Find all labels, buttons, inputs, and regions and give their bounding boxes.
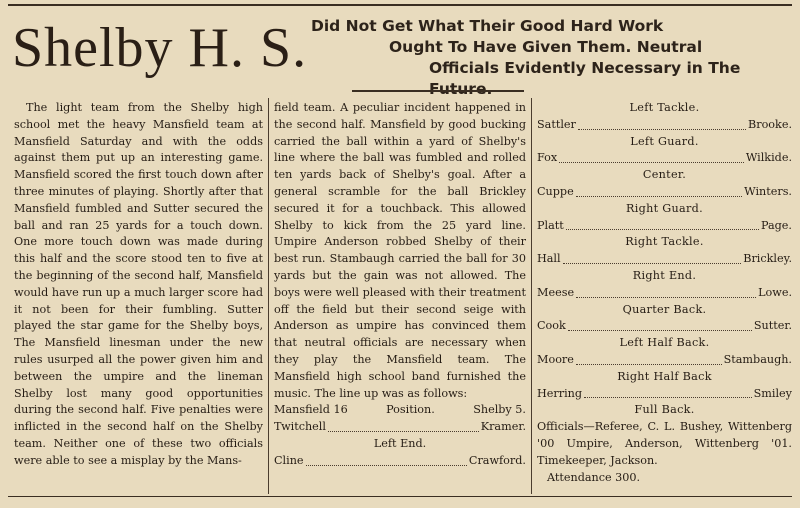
- lineup-position: Left End.: [373, 436, 427, 450]
- lineup-left-player: Platt: [537, 218, 564, 232]
- lineup-left-player: Hall: [537, 252, 561, 266]
- top-rule: [8, 4, 792, 6]
- lineup-position: Right Tackle.: [625, 235, 704, 249]
- subheadline-line-1: Did Not Get What Their Good Hard Work: [311, 17, 664, 35]
- column-divider-1: [268, 98, 269, 494]
- attendance-text: Attendance 300.: [547, 470, 641, 484]
- leader-dots: [578, 117, 746, 130]
- lineup-position: Right Guard.: [626, 201, 703, 215]
- leader-dots: [576, 352, 722, 365]
- headline: Shelby H. S.: [12, 17, 308, 79]
- lineup-header: [274, 402, 526, 419]
- lineup-left-player: Cuppe: [537, 184, 574, 198]
- lineup-right-player: Stambaugh.: [723, 352, 792, 366]
- subheadline: [305, 16, 792, 100]
- lineup-position: Right Half Back: [617, 369, 712, 383]
- column-divider-2: [531, 98, 532, 494]
- lineup-right-player: Winters.: [744, 184, 792, 198]
- lineup-right-player: Sutter.: [753, 319, 792, 333]
- lineup-right-player: Brickley.: [743, 252, 792, 266]
- lineup-left-player: Sattler: [537, 117, 576, 131]
- lineup-right-player: Wilkide.: [745, 151, 792, 165]
- leader-dots: [576, 285, 756, 298]
- subheadline-line-3: Officials Evidently Necessary in The Future.: [429, 59, 741, 98]
- lineup-row: [274, 453, 526, 470]
- lineup-left-player: Fox: [537, 151, 558, 165]
- lineup-position: Left Guard.: [630, 134, 699, 148]
- lineup-left-player: Cline: [274, 453, 304, 467]
- lineup-row: [537, 117, 792, 134]
- lineup-right-player: Crawford.: [468, 453, 526, 467]
- lineup-position: Full Back.: [634, 403, 695, 417]
- lineup-left-player: Twitchell: [274, 420, 326, 434]
- leader-dots: [559, 150, 744, 163]
- lineup-right-player: Lowe.: [758, 285, 792, 299]
- lineup-position: Quarter Back.: [622, 302, 707, 316]
- lineup-row: [274, 419, 526, 436]
- lineup-header-right: Shelby 5.: [473, 403, 526, 417]
- lineup-row: [537, 251, 792, 268]
- lineup-right-player: Smiley: [753, 386, 792, 400]
- leader-dots: [576, 184, 742, 197]
- lineup-position: Center.: [642, 168, 687, 182]
- lineup-left-player: Meese: [537, 285, 575, 299]
- subheadline-line-2: Ought To Have Given Them. Neutral: [389, 38, 703, 56]
- leader-dots: [568, 318, 752, 331]
- officials-text: Officials—Referee, C. L. Bushey, Wittenberg '00 Umpire, Anderson, Wittenberg '01. Timekeeper, Jackson.: [537, 420, 792, 467]
- lineup-row: [537, 150, 792, 167]
- lineup-position: Left Tackle.: [629, 101, 700, 114]
- leader-dots: [328, 419, 479, 432]
- lineup-header-center: Position.: [386, 403, 435, 417]
- bottom-rule: [8, 496, 792, 497]
- lineup-right-player: Kramer.: [480, 420, 526, 434]
- lineup-row: [537, 352, 792, 369]
- article-column-2: [274, 100, 526, 470]
- lineup-left-player: Moore: [537, 352, 574, 366]
- lineup-row: [537, 184, 792, 201]
- leader-dots: [306, 453, 467, 466]
- lineup-right-player: Brooke.: [748, 117, 792, 131]
- lineup-position: Right End.: [632, 268, 697, 282]
- lineup-position: Left Half Back.: [619, 336, 710, 350]
- leader-dots: [584, 386, 752, 399]
- lineup-left-player: Cook: [537, 319, 566, 333]
- lineup-right-player: Page.: [760, 218, 792, 232]
- leader-dots: [563, 251, 742, 264]
- lineup-row: [537, 218, 792, 235]
- lineup-row: [537, 285, 792, 302]
- lineup-row: [537, 318, 792, 335]
- lineup-column: [537, 100, 792, 486]
- leader-dots: [566, 218, 759, 231]
- article-column-1: The light team from the Shelby high school met the heavy Mansfield team at Mansfield Saturday and with the odds against them put up an interesting game. Mansfield scored the first touch down after three minutes of playing. Shortly after that Mansfield fumbled and Sutter secured the ball and ran 25 yards for a touch down. One more touch down was made during this half and the score stood ten to five at the beginning of the second half, Mansfield would have run up a much larger score had it not been for their fumbling. Sutter played the star game for the Shelby boys, The Mansfield linesman under the new rules usurped all the power given him and between the umpire and the lineman Shelby lost many good opportunities during the second half. Five penalties were inflicted in the second half on the Shelby team. Neither one of these two officials were able to see a misplay by the Mans-: [14, 101, 263, 467]
- article-column-2-text: field team. A peculiar incident happened in the second half. Mansfield by good bucking carried the ball within a yard of Shelby's line where the ball was fumbled and rolled ten yards back of Shelby's goal. After a general scramble for the ball Brickley secured it for a touchback. This allowed Shelby to kick from the 25 yard line. Umpire Anderson robbed Shelby of their best run. Stambaugh carried the ball for 30 yards but the gain was not allowed. The boys were well pleased with their treatment off the field but their second seige with Anderson as umpire has convinced them that neutral officials are necessary when they play the Mansfield team. The Mansfield high school band furnished the music. The line up was as follows:: [274, 101, 526, 400]
- lineup-row: [537, 386, 792, 403]
- lineup-header-left: Mansfield 16: [274, 403, 348, 417]
- lineup-left-player: Herring: [537, 386, 583, 400]
- subheadline-rule: [352, 90, 524, 92]
